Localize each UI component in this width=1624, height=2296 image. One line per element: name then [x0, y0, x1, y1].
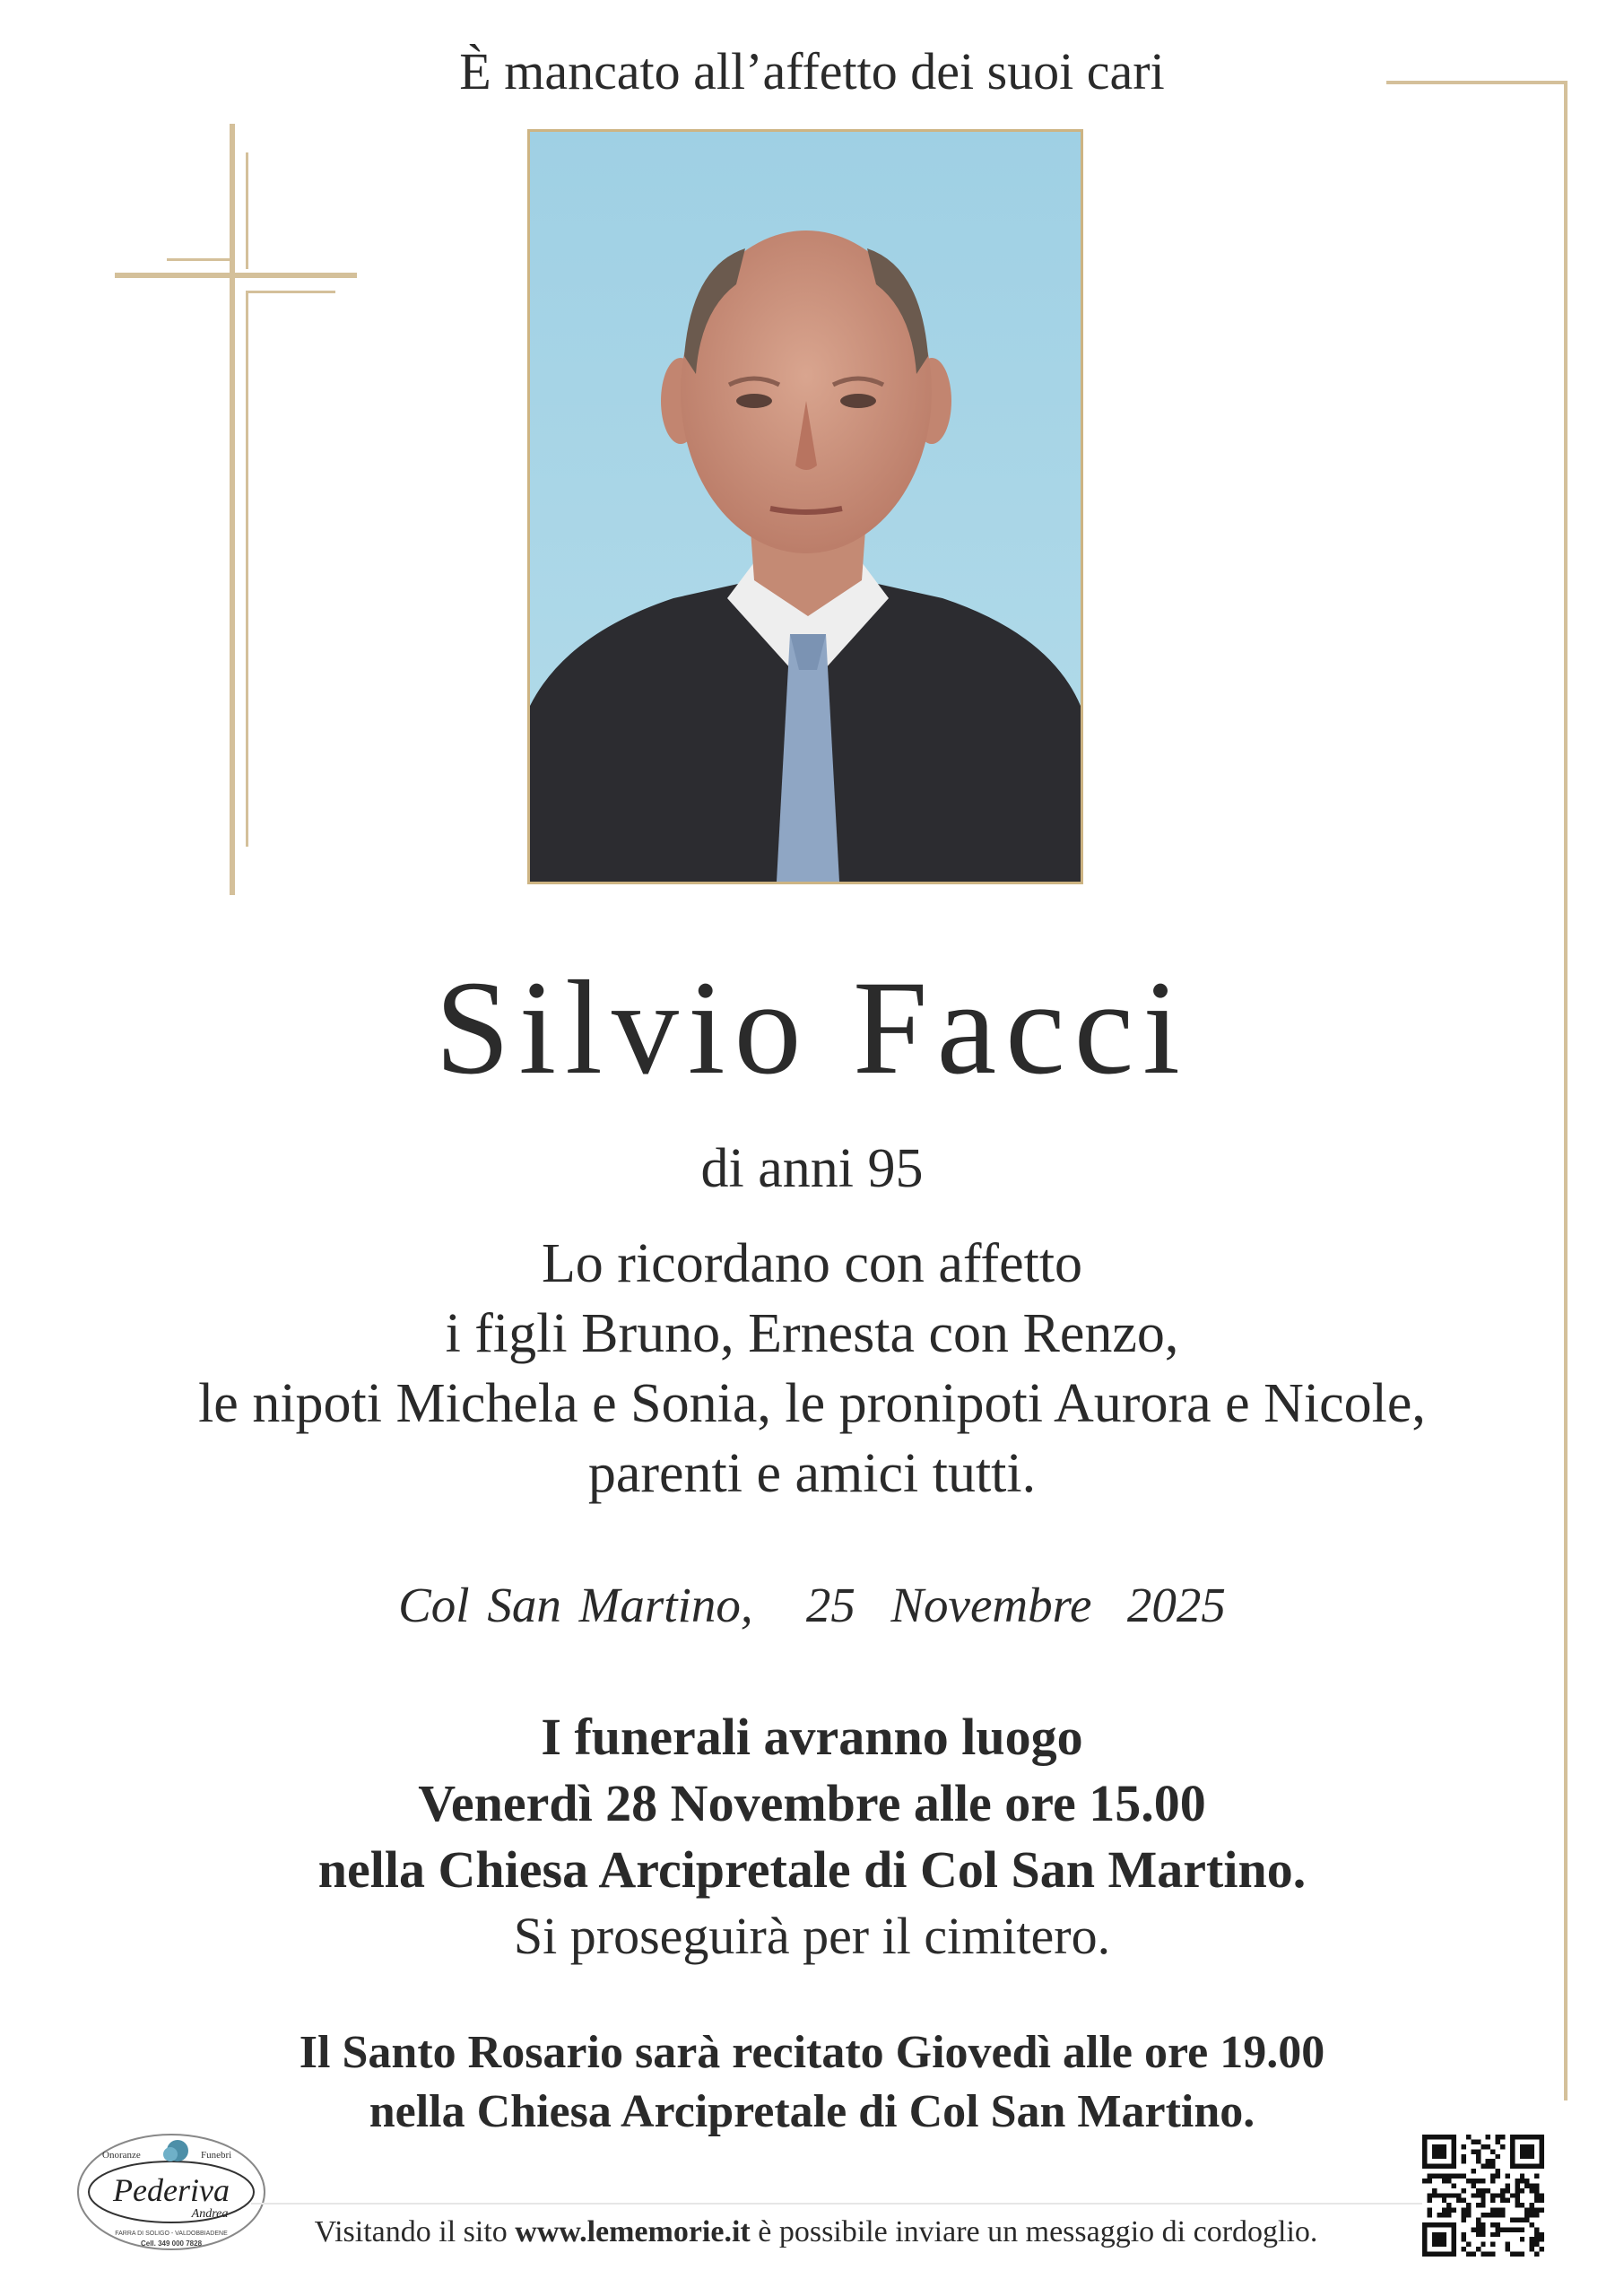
funeral-info — [0, 1704, 1624, 1970]
logo-address: FARRA DI SOLIGO - VALDOBBIADENE — [115, 2231, 228, 2237]
funeral-line: Si proseguirà per il cimitero. — [513, 1907, 1111, 1965]
footer-text — [140, 2215, 1489, 2249]
age-line: di anni 95 — [700, 1138, 924, 1199]
remembered-by — [0, 1229, 1624, 1509]
footer-prefix: Visitando il sito — [314, 2215, 508, 2248]
remembered-line: Lo ricordano con affetto — [541, 1233, 1083, 1294]
footer-site-link[interactable]: www.lememorie.it — [515, 2215, 751, 2248]
logo-phone: Cell. 349 000 7828 — [140, 2239, 203, 2248]
date: 25 Novembre 2025 — [805, 1578, 1226, 1632]
rosary-line: nella Chiesa Arcipretale di Col San Martino. — [369, 2086, 1255, 2137]
cross-icon — [108, 117, 359, 899]
place: Col San Martino, — [398, 1578, 753, 1632]
rosary-info — [0, 2023, 1624, 2142]
rosary-line: Il Santo Rosario sarà recitato Giovedì alle ore 19.00 — [299, 2027, 1325, 2078]
place-date — [0, 1577, 1624, 1633]
logo-text: Onoranze — [102, 2150, 141, 2161]
funeral-line: I funerali avranno luogo — [541, 1708, 1083, 1766]
logo-subname: Andrea — [191, 2207, 229, 2221]
footer-suffix: è possibile inviare un messaggio di cordoglio. — [758, 2215, 1318, 2248]
remembered-line: le nipoti Michela e Sonia, le pronipoti Aurora e Nicole, — [198, 1373, 1426, 1434]
intro-text: È mancato all’affetto dei suoi cari — [459, 42, 1165, 100]
footer-divider — [251, 2203, 1542, 2205]
funeral-line: nella Chiesa Arcipretale di Col San Martino. — [317, 1840, 1307, 1899]
remembered-line: parenti e amici tutti. — [587, 1443, 1037, 1504]
remembered-line: i figli Bruno, Ernesta con Renzo, — [445, 1303, 1179, 1364]
portrait-photo — [527, 129, 1083, 884]
qr-code[interactable] — [1422, 2135, 1544, 2257]
logo-text: Funebri — [201, 2150, 232, 2161]
logo-name: Pederiva — [113, 2172, 230, 2208]
funeral-line: Venerdì 28 Novembre alle ore 15.00 — [418, 1774, 1206, 1832]
deceased-name: Silvio Facci — [435, 953, 1189, 1102]
